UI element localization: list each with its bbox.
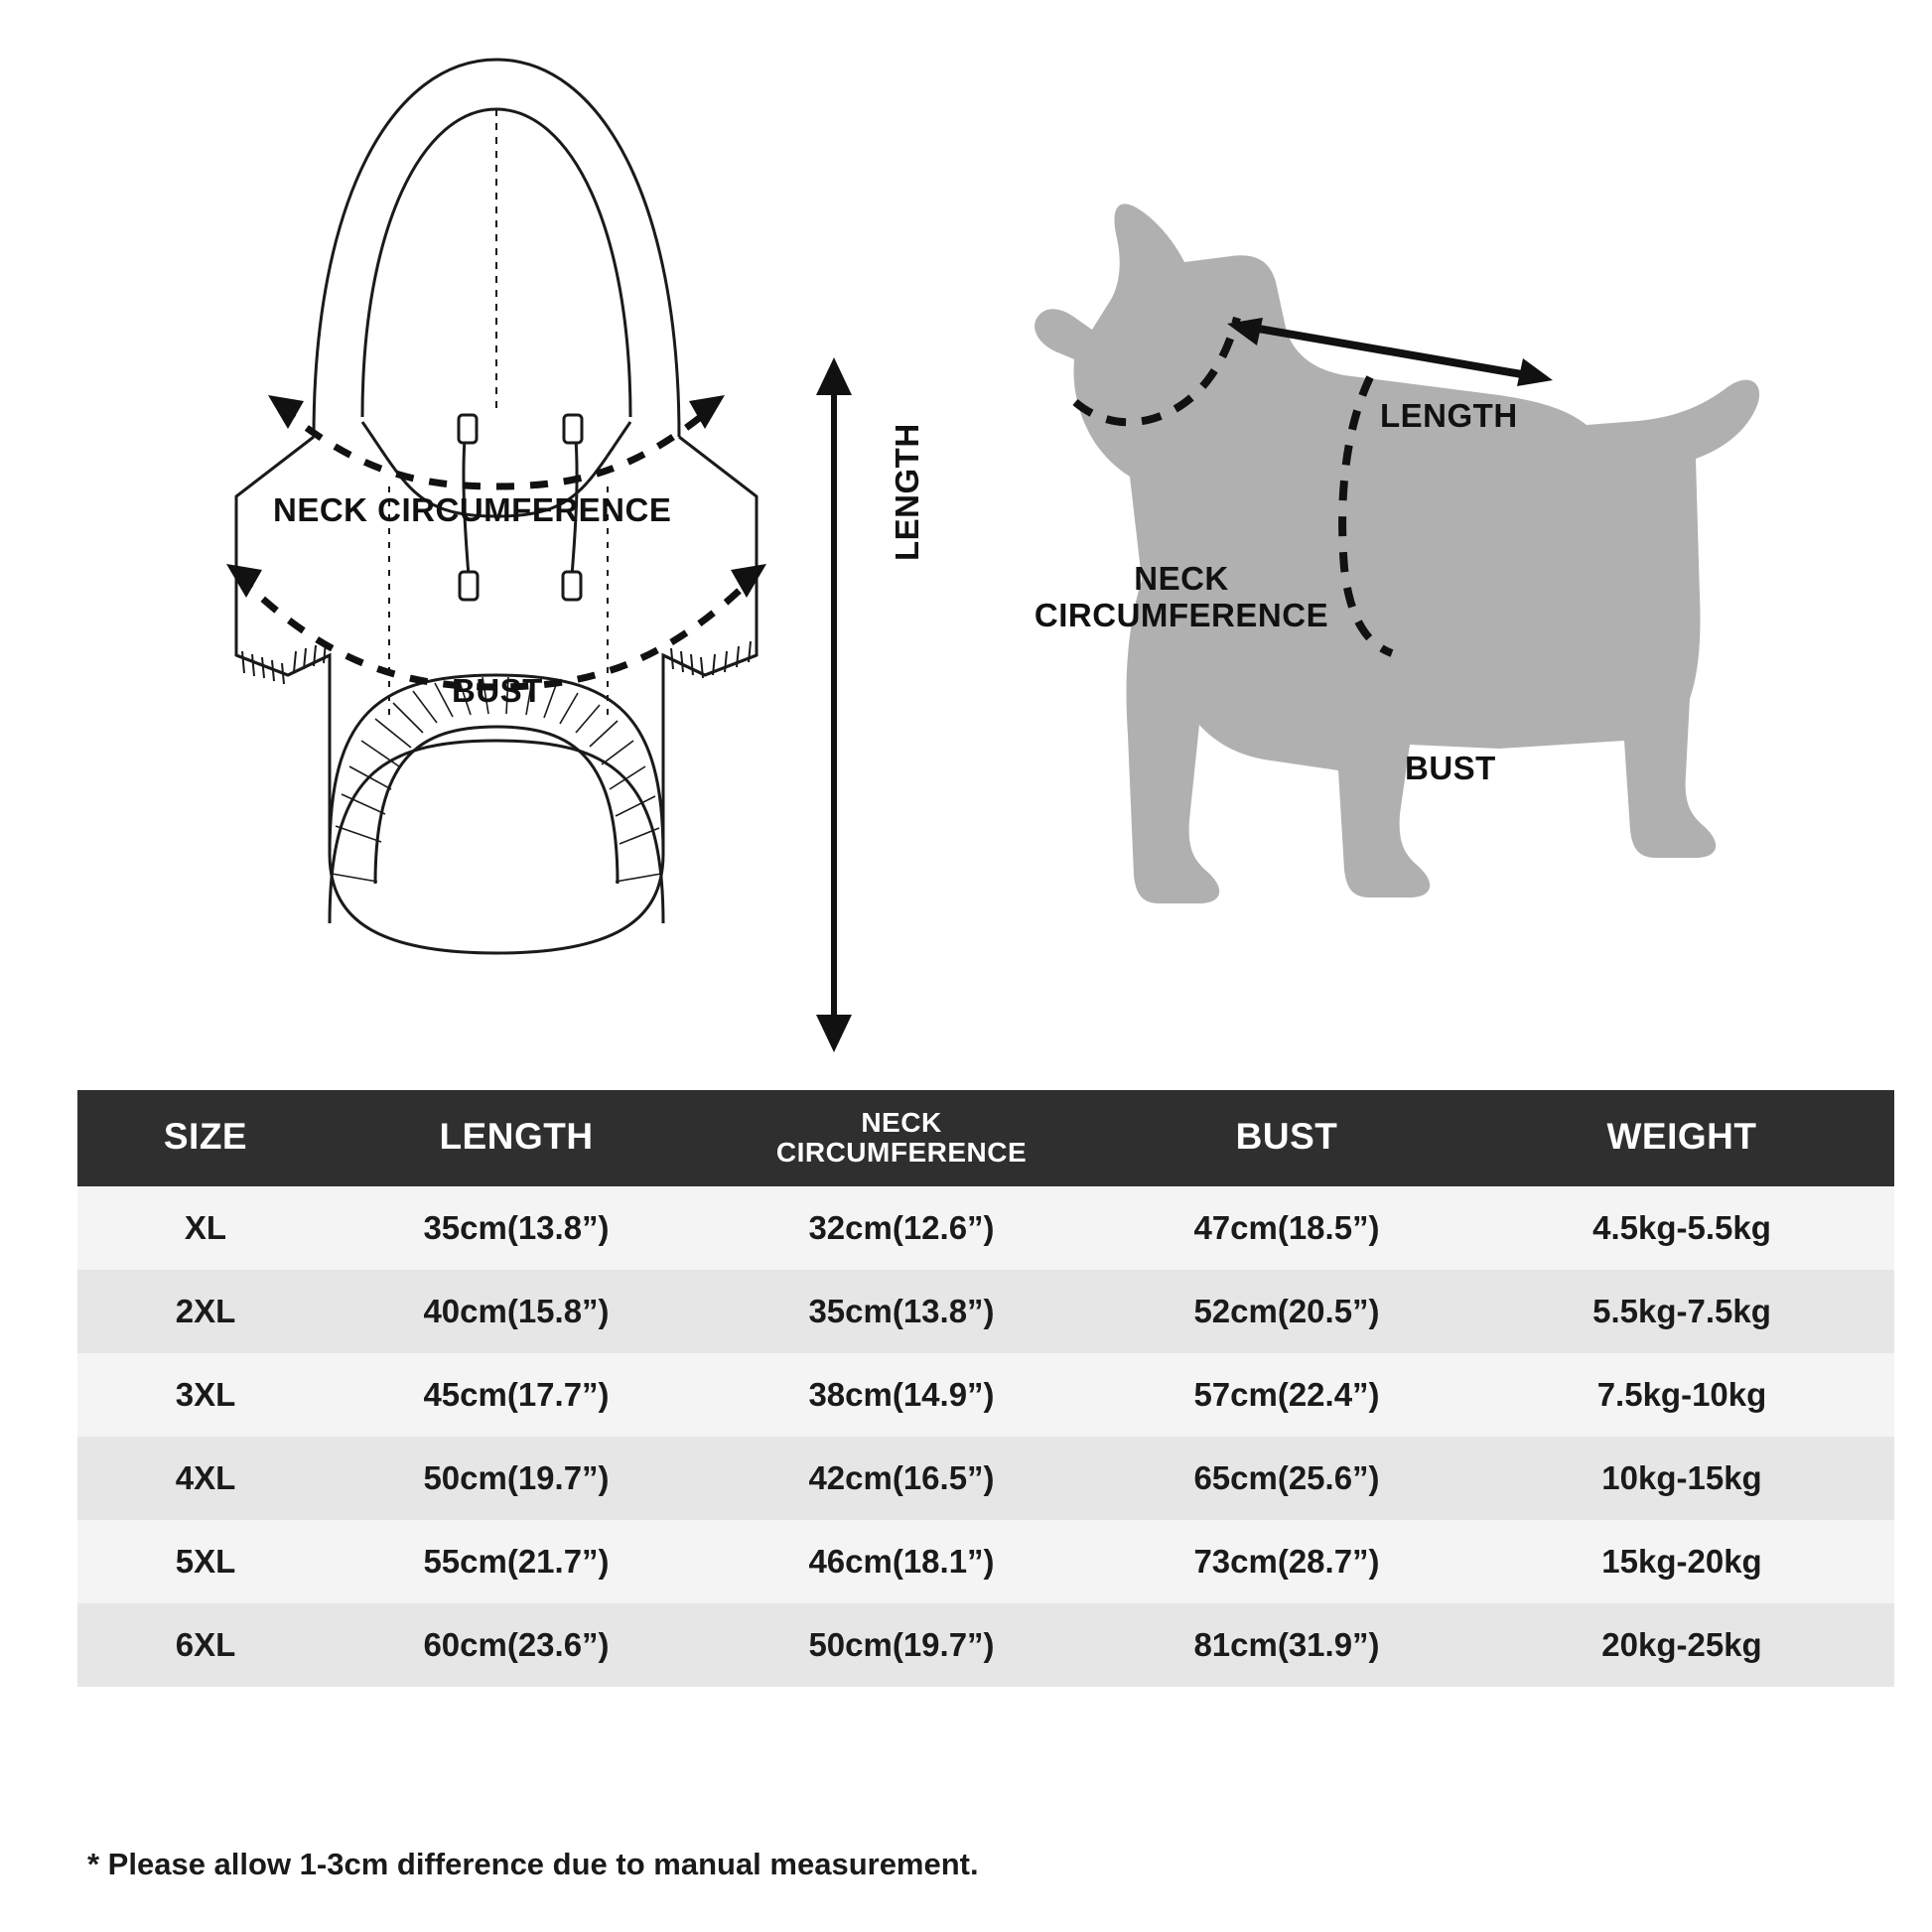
cell-size: XL bbox=[77, 1186, 334, 1270]
table-row bbox=[77, 1186, 1894, 1270]
cell-length: 35cm(13.8”) bbox=[334, 1186, 699, 1270]
cell-length: 45cm(17.7”) bbox=[334, 1353, 699, 1437]
dog-neck-label: NECK CIRCUMFERENCE bbox=[1034, 560, 1329, 633]
hoodie-neck-label: NECK CIRCUMFERENCE bbox=[273, 491, 672, 528]
cell-neck: 35cm(13.8”) bbox=[699, 1270, 1104, 1353]
header-weight: WEIGHT bbox=[1469, 1090, 1894, 1186]
table-row bbox=[77, 1520, 1894, 1603]
dog-bust-label: BUST bbox=[1405, 750, 1496, 786]
cell-neck: 50cm(19.7”) bbox=[699, 1603, 1104, 1687]
cell-weight: 10kg-15kg bbox=[1469, 1437, 1894, 1520]
cell-bust: 57cm(22.4”) bbox=[1104, 1353, 1469, 1437]
cell-neck: 42cm(16.5”) bbox=[699, 1437, 1104, 1520]
cell-size: 4XL bbox=[77, 1437, 334, 1520]
cell-bust: 81cm(31.9”) bbox=[1104, 1603, 1469, 1687]
table-row bbox=[77, 1353, 1894, 1437]
cell-size: 3XL bbox=[77, 1353, 334, 1437]
header-length: LENGTH bbox=[334, 1090, 699, 1186]
header-neck-circumference bbox=[699, 1090, 1104, 1186]
header-bust: BUST bbox=[1104, 1090, 1469, 1186]
cell-bust: 65cm(25.6”) bbox=[1104, 1437, 1469, 1520]
cell-weight: 7.5kg-10kg bbox=[1469, 1353, 1894, 1437]
cell-length: 60cm(23.6”) bbox=[334, 1603, 699, 1687]
cell-length: 50cm(19.7”) bbox=[334, 1437, 699, 1520]
header-neck-line2: CIRCUMFERENCE bbox=[775, 1136, 1028, 1168]
cell-weight: 4.5kg-5.5kg bbox=[1469, 1186, 1894, 1270]
cell-neck: 38cm(14.9”) bbox=[699, 1353, 1104, 1437]
cell-neck: 46cm(18.1”) bbox=[699, 1520, 1104, 1603]
table-row bbox=[77, 1437, 1894, 1520]
header-neck-line1: NECK bbox=[861, 1107, 942, 1138]
dog-length-label: LENGTH bbox=[1380, 397, 1518, 434]
cell-length: 40cm(15.8”) bbox=[334, 1270, 699, 1353]
hoodie-bust-label: BUST bbox=[452, 672, 543, 709]
cell-weight: 20kg-25kg bbox=[1469, 1603, 1894, 1687]
table-row bbox=[77, 1603, 1894, 1687]
cell-neck: 32cm(12.6”) bbox=[699, 1186, 1104, 1270]
cell-weight: 5.5kg-7.5kg bbox=[1469, 1270, 1894, 1353]
hoodie-length-label: LENGTH bbox=[889, 423, 925, 561]
hoodie-illustration bbox=[119, 20, 874, 1072]
cell-size: 6XL bbox=[77, 1603, 334, 1687]
table-header-row bbox=[77, 1090, 1894, 1186]
hoodie-length-arrow bbox=[794, 357, 953, 1052]
measurement-footnote: * Please allow 1-3cm difference due to manual measurement. bbox=[87, 1847, 979, 1881]
size-chart-table bbox=[77, 1090, 1855, 1687]
cell-length: 55cm(21.7”) bbox=[334, 1520, 699, 1603]
cell-weight: 15kg-20kg bbox=[1469, 1520, 1894, 1603]
cell-bust: 52cm(20.5”) bbox=[1104, 1270, 1469, 1353]
table-row bbox=[77, 1270, 1894, 1353]
cell-bust: 73cm(28.7”) bbox=[1104, 1520, 1469, 1603]
cell-size: 5XL bbox=[77, 1520, 334, 1603]
cell-size: 2XL bbox=[77, 1270, 334, 1353]
cell-bust: 47cm(18.5”) bbox=[1104, 1186, 1469, 1270]
header-size: SIZE bbox=[77, 1090, 334, 1186]
